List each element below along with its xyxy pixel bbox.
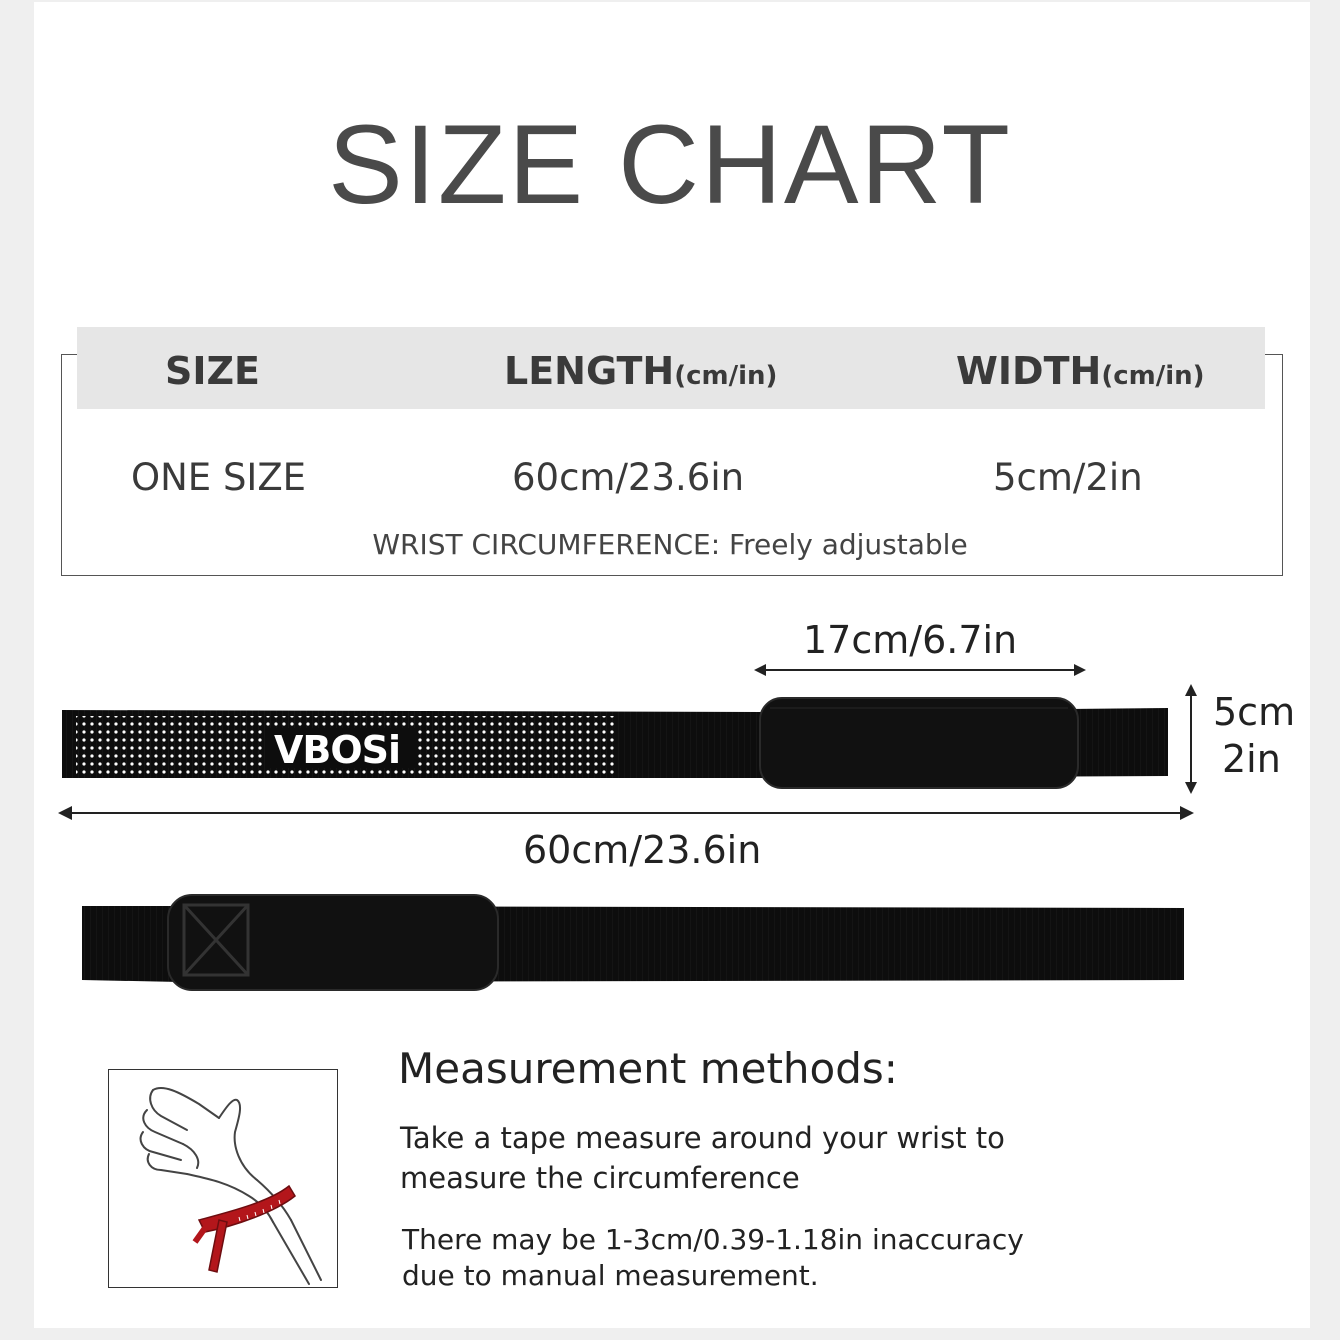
strap-top — [62, 698, 1168, 788]
instruction-line-2: measure the circumference — [400, 1161, 800, 1195]
pad-length-arrow — [754, 664, 1086, 676]
header-width: WIDTH(cm/in) — [956, 349, 1205, 393]
total-length-label: 60cm/23.6in — [523, 828, 762, 872]
cell-size: ONE SIZE — [131, 456, 307, 499]
wrist-note: WRIST CIRCUMFERENCE: Freely adjustable — [372, 528, 968, 561]
measurement-note — [402, 1222, 1102, 1294]
note-line-2: due to manual measurement. — [402, 1259, 819, 1292]
measurement-instruction — [400, 1118, 1100, 1198]
width-cm-label: 5cm — [1213, 690, 1296, 734]
width-in-label: 2in — [1222, 737, 1281, 781]
strap-bottom — [82, 895, 1184, 990]
total-length-arrow — [58, 806, 1194, 820]
measuring-band — [195, 1186, 295, 1272]
cell-width: 5cm/2in — [993, 456, 1143, 499]
hand-icon — [109, 1070, 337, 1287]
brand-logo: VBOSi — [274, 728, 401, 772]
pad-length-label: 17cm/6.7in — [803, 618, 1018, 662]
width-arrow — [1185, 684, 1197, 794]
header-length: LENGTH(cm/in) — [504, 349, 778, 393]
header-size: SIZE — [165, 349, 261, 393]
instruction-line-1: Take a tape measure around your wrist to — [400, 1121, 1005, 1155]
cell-length: 60cm/23.6in — [512, 456, 745, 499]
page-title: SIZE CHART — [328, 102, 1012, 227]
wrist-illustration — [108, 1069, 338, 1288]
measurement-title: Measurement methods: — [398, 1044, 898, 1093]
note-line-1: There may be 1-3cm/0.39-1.18in inaccuracy — [402, 1223, 1024, 1256]
